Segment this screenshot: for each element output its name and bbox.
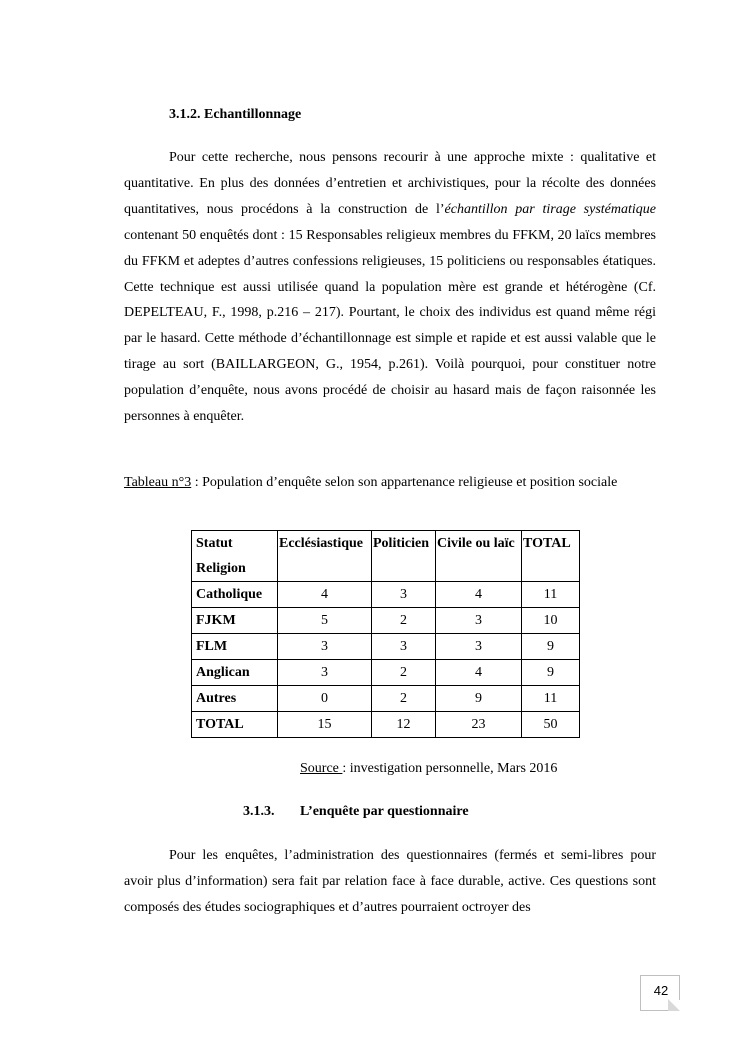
table-caption: [124, 475, 617, 491]
source-text: : investigation personnelle, Mars 2016: [342, 761, 558, 776]
corner-religion: Religion: [196, 561, 246, 576]
section-title: Echantillonnage: [204, 107, 302, 122]
paragraph-echantillonnage: [124, 145, 656, 430]
table-cell: 50: [522, 712, 580, 738]
table-cell: 2: [372, 686, 436, 712]
table-cell: 11: [522, 582, 580, 608]
row-label: Autres: [192, 686, 278, 712]
column-header: TOTAL: [522, 531, 580, 582]
page-number: 42: [653, 983, 669, 998]
table-corner-cell: [192, 531, 278, 582]
table-cell: 10: [522, 608, 580, 634]
section-heading-3-1-3: [243, 804, 275, 820]
table-row: [192, 660, 580, 686]
row-label: Anglican: [192, 660, 278, 686]
column-header: Politicien: [372, 531, 436, 582]
table-cell: 4: [278, 582, 372, 608]
source-label: Source: [300, 761, 343, 776]
paragraph-text-italic: échantillon par tirage systématique: [444, 201, 656, 217]
table-cell: 0: [278, 686, 372, 712]
population-table: [191, 530, 580, 738]
table-row: [192, 686, 580, 712]
table-cell: 5: [278, 608, 372, 634]
table-cell: 3: [436, 608, 522, 634]
table-cell: 11: [522, 686, 580, 712]
row-label: TOTAL: [192, 712, 278, 738]
paragraph-text: Pour les enquêtes, l’administration des questionnaires (fermés et semi-libres pour avoir plus d’information) sera fait par relation face à face durable, active. Ces questions sont composés des études sociographiques et d’autres pourraient octroyer des: [124, 848, 656, 915]
paragraph-questionnaire: [124, 843, 656, 921]
corner-statut: Statut: [196, 536, 233, 551]
page-box-border: [641, 1010, 669, 1011]
table-cell: 3: [436, 634, 522, 660]
table-caption-label: Tableau n°3: [124, 475, 192, 490]
row-label: Catholique: [192, 582, 278, 608]
section-number: 3.1.3.: [243, 804, 275, 819]
table-row: [192, 608, 580, 634]
table-cell: 4: [436, 660, 522, 686]
column-header: Ecclésiastique: [278, 531, 372, 582]
table-cell: 9: [522, 634, 580, 660]
table-source: [300, 761, 557, 777]
table-cell: 9: [436, 686, 522, 712]
table-row: [192, 582, 580, 608]
section-heading-3-1-2: [169, 107, 301, 123]
table-cell: 3: [372, 634, 436, 660]
column-header: Civile ou laïc: [436, 531, 522, 582]
table-cell: 4: [436, 582, 522, 608]
section-title-3-1-3: L’enquête par questionnaire: [300, 804, 469, 819]
page-box-border: [679, 976, 680, 1000]
table-cell: 2: [372, 608, 436, 634]
table-row: [192, 634, 580, 660]
table-cell: 3: [372, 582, 436, 608]
table-header-row: [192, 531, 580, 582]
page-number-box: [640, 975, 680, 1011]
table-cell: 12: [372, 712, 436, 738]
section-number: 3.1.2.: [169, 107, 201, 122]
row-label: FLM: [192, 634, 278, 660]
table-cell: 23: [436, 712, 522, 738]
row-label: FJKM: [192, 608, 278, 634]
table-total-row: [192, 712, 580, 738]
table-cell: 3: [278, 634, 372, 660]
table-cell: 9: [522, 660, 580, 686]
page-curl-icon: [668, 999, 680, 1011]
paragraph-text-part2: contenant 50 enquêtés dont : 15 Responsables religieux membres du FFKM, 20 laïcs membres du FFKM et adeptes d’autres confessions religieuses, 15 politiciens ou responsables étatiques. Cette technique est aussi utilisée quand la population mère est grande et hétérogène (Cf. DEPELTEAU, F., 1998, p.216 – 217). Pourtant, le choix des individus est quand même régi par le hasard. Cette méthode d’échantillonnage est simple et rapide et est aussi valable que le tirage au sort (BAILLARGEON, G., 1954, p.261). Voilà pourquoi, pour constituer notre population d’enquête, nous avons procédé de choisir au hasard mais de façon raisonnée les personnes à enquêter.: [124, 227, 656, 425]
table-caption-text: : Population d’enquête selon son appartenance religieuse et position sociale: [191, 475, 618, 490]
paragraph-text-part1: Pour cette recherche, nous pensons recourir à une approche mixte : qualitative et quantitative. En plus des données d’entretien et archivistiques, pour la récolte des données quantitatives, nous procédons à la construction de l’: [124, 150, 656, 217]
table-cell: 3: [278, 660, 372, 686]
table-cell: 15: [278, 712, 372, 738]
table-cell: 2: [372, 660, 436, 686]
